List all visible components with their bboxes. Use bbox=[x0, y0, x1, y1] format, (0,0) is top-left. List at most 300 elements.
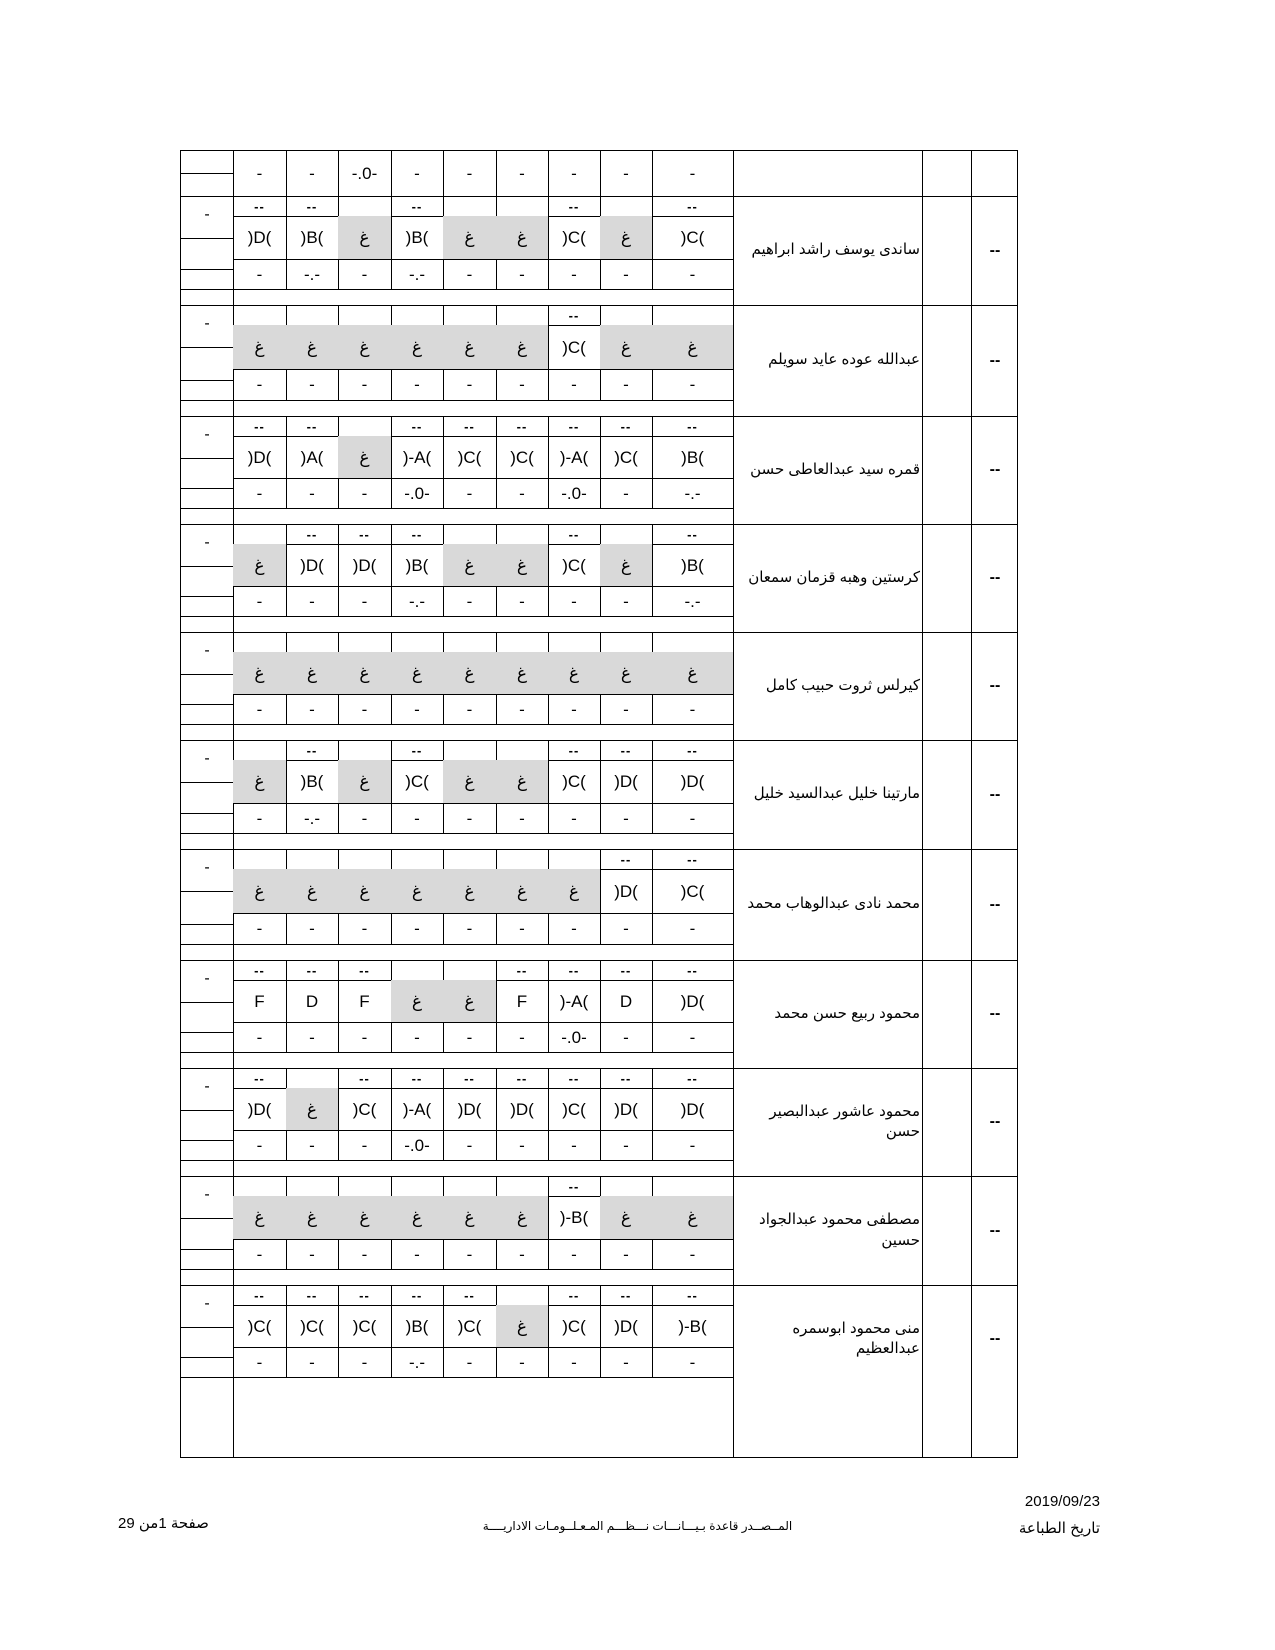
score-cell: - bbox=[623, 1244, 629, 1264]
grade-cell: )D( bbox=[510, 1099, 534, 1119]
row-rule bbox=[181, 1357, 233, 1358]
grades-sheet bbox=[180, 150, 1018, 1458]
row-rule bbox=[181, 458, 233, 459]
print-date: 2019/09/23 bbox=[1024, 1493, 1100, 1510]
status-mark: -- bbox=[989, 461, 1001, 478]
table-row bbox=[181, 740, 1017, 850]
grade-cell: غ bbox=[600, 325, 652, 369]
score-cell: - bbox=[571, 699, 577, 719]
row-index-marker: - bbox=[204, 534, 210, 551]
pass-marker bbox=[496, 849, 548, 869]
pass-marker bbox=[391, 632, 443, 652]
score-cell: - bbox=[623, 264, 629, 284]
row-rule bbox=[181, 566, 233, 567]
row-rule bbox=[181, 616, 733, 617]
grade-cell: )A( bbox=[300, 447, 324, 467]
pass-marker: -- bbox=[620, 418, 632, 434]
row-rule bbox=[181, 1269, 733, 1270]
pass-marker: -- bbox=[464, 418, 475, 434]
pass-marker: -- bbox=[411, 742, 423, 758]
table-row bbox=[181, 632, 1017, 741]
score-cell: - bbox=[519, 808, 525, 828]
grade-cell: )C( bbox=[562, 1316, 586, 1336]
row-index-marker: - bbox=[204, 642, 210, 659]
table-row bbox=[181, 1176, 1017, 1286]
student-name: كيرلس ثروت حبيب كامل bbox=[765, 676, 920, 694]
grade-cell: )C( bbox=[562, 337, 586, 357]
pass-marker: -- bbox=[568, 1178, 580, 1194]
score-cell: -.- bbox=[303, 264, 321, 284]
pass-marker bbox=[600, 632, 652, 652]
row-rule bbox=[181, 1249, 233, 1250]
pass-marker: -- bbox=[516, 1070, 528, 1086]
pass-marker bbox=[391, 960, 443, 980]
score-cell: - bbox=[414, 375, 420, 394]
score-cell: - bbox=[309, 483, 315, 503]
row-index-marker: - bbox=[204, 1078, 210, 1095]
score-cell: - bbox=[256, 1027, 263, 1047]
pass-marker: -- bbox=[359, 526, 370, 542]
row-rule bbox=[181, 380, 233, 381]
pass-marker bbox=[338, 196, 391, 216]
pass-marker bbox=[391, 849, 443, 869]
score-cell: - bbox=[689, 1135, 696, 1155]
grade-cell: - bbox=[571, 164, 577, 183]
pass-marker: -- bbox=[568, 418, 580, 434]
table-row bbox=[181, 1285, 1017, 1393]
row-rule bbox=[181, 1218, 233, 1219]
score-cell: - bbox=[466, 919, 473, 938]
score-cell: - bbox=[414, 1244, 420, 1264]
score-cell: - bbox=[571, 1352, 577, 1372]
row-rule bbox=[181, 1327, 233, 1328]
grade-cell: )D( bbox=[614, 1316, 638, 1336]
status-mark: -- bbox=[989, 1221, 1001, 1239]
score-cell: - bbox=[309, 1027, 315, 1047]
score-cell: - bbox=[519, 375, 525, 394]
pass-marker: -- bbox=[464, 1070, 475, 1086]
grade-cell: )B( bbox=[300, 228, 324, 247]
grade-cell: غ bbox=[548, 652, 600, 694]
student-name: ساندى يوسف راشد ابراهيم bbox=[751, 241, 920, 259]
score-cell: - bbox=[623, 591, 629, 611]
grade-cell: )C( bbox=[457, 447, 482, 467]
row-rule bbox=[181, 508, 733, 509]
pass-marker: -- bbox=[411, 1287, 423, 1303]
grade-cell: غ bbox=[443, 869, 496, 913]
student-name: مصطفى محمود عبدالجواد حسين bbox=[759, 1211, 920, 1249]
pass-marker: -- bbox=[687, 851, 698, 867]
grade-cell: )C( bbox=[352, 1099, 377, 1119]
score-cell: - bbox=[361, 1352, 368, 1372]
student-name: محمد نادى عبدالوهاب محمد bbox=[747, 895, 920, 913]
grade-cell: )D( bbox=[680, 991, 705, 1011]
grade-cell: - bbox=[414, 164, 420, 183]
grade-cell: )B( bbox=[681, 447, 704, 467]
grade-cell: غ bbox=[496, 760, 548, 803]
pass-marker bbox=[286, 1068, 338, 1088]
score-cell: - bbox=[256, 1352, 263, 1372]
grade-cell: غ bbox=[496, 869, 548, 913]
row-rule bbox=[181, 724, 733, 725]
pass-marker bbox=[338, 849, 391, 869]
pass-marker bbox=[443, 960, 496, 980]
grade-cell: غ bbox=[338, 216, 391, 259]
row-index-marker: - bbox=[204, 426, 210, 443]
grade-cell: )-B( bbox=[559, 1208, 589, 1227]
score-cell: -.- bbox=[684, 591, 701, 611]
score-cell: - bbox=[361, 591, 368, 611]
pass-marker bbox=[600, 196, 652, 216]
score-cell: - bbox=[309, 1352, 315, 1372]
grade-cell: )C( bbox=[405, 772, 429, 791]
grade-cell: )C( bbox=[614, 447, 638, 467]
row-rule bbox=[181, 891, 233, 892]
pass-marker bbox=[548, 632, 600, 652]
pass-marker bbox=[338, 1176, 391, 1196]
grade-cell: )C( bbox=[562, 228, 586, 247]
grade-cell: غ bbox=[652, 652, 733, 694]
score-cell: - bbox=[414, 699, 420, 719]
score-cell: - bbox=[519, 1244, 525, 1264]
grade-cell: )C( bbox=[562, 555, 586, 575]
pass-marker bbox=[233, 849, 286, 869]
score-cell: -.0- bbox=[404, 483, 430, 503]
grade-cell: غ bbox=[286, 652, 338, 694]
grade-cell: )D( bbox=[352, 555, 377, 575]
grade-cell: غ bbox=[286, 1196, 338, 1239]
row-rule bbox=[181, 289, 733, 290]
grade-cell: )C( bbox=[300, 1316, 324, 1336]
row-rule bbox=[181, 674, 233, 675]
score-cell: - bbox=[519, 264, 525, 284]
score-cell: - bbox=[571, 375, 577, 394]
pass-marker: -- bbox=[254, 962, 265, 978]
grade-cell: )B( bbox=[405, 555, 429, 575]
grade-cell: - bbox=[623, 164, 629, 183]
status-mark: -- bbox=[989, 677, 1001, 694]
score-cell: - bbox=[623, 375, 629, 394]
pass-marker: -- bbox=[411, 198, 423, 214]
score-cell: - bbox=[414, 808, 420, 828]
grade-cell: )D( bbox=[247, 228, 272, 247]
row-rule bbox=[181, 596, 233, 597]
grade-cell: )C( bbox=[352, 1316, 377, 1336]
grade-cell: غ bbox=[233, 544, 286, 586]
score-cell: - bbox=[361, 919, 368, 938]
row-rule bbox=[181, 400, 733, 401]
score-cell: - bbox=[466, 1244, 473, 1264]
pass-marker bbox=[652, 305, 733, 325]
score-cell: - bbox=[466, 1135, 473, 1155]
score-cell: - bbox=[466, 1027, 473, 1047]
grade-cell: - bbox=[519, 164, 525, 183]
pass-marker: -- bbox=[516, 962, 528, 978]
grade-cell: )C( bbox=[457, 1316, 482, 1336]
score-cell: - bbox=[309, 1244, 315, 1264]
score-cell: - bbox=[309, 375, 315, 394]
status-mark: -- bbox=[989, 351, 1001, 369]
score-cell: -.0- bbox=[404, 1135, 430, 1155]
grade-cell: )D( bbox=[614, 772, 638, 791]
grade-cell: غ bbox=[652, 325, 733, 369]
score-cell: - bbox=[361, 1244, 368, 1264]
score-cell: - bbox=[689, 1352, 696, 1372]
pass-marker: -- bbox=[411, 526, 423, 542]
pass-marker: -- bbox=[620, 851, 632, 867]
pass-marker: -- bbox=[687, 418, 698, 434]
score-cell: - bbox=[519, 1027, 525, 1047]
row-rule bbox=[181, 1377, 733, 1378]
grade-cell: )D( bbox=[680, 772, 705, 791]
score-cell: - bbox=[414, 1027, 420, 1047]
grade-cell: )C( bbox=[562, 772, 586, 791]
student-name: عبدالله عوده عايد سويلم bbox=[768, 351, 920, 369]
pass-marker: -- bbox=[411, 1070, 423, 1086]
grade-cell: غ bbox=[338, 436, 391, 478]
table-row bbox=[181, 849, 1017, 961]
pass-marker bbox=[496, 740, 548, 760]
pass-marker: -- bbox=[568, 526, 580, 542]
score-cell: - bbox=[309, 699, 315, 719]
row-rule bbox=[181, 704, 233, 705]
grade-cell: )D( bbox=[680, 1099, 705, 1119]
grade-cell: غ bbox=[496, 652, 548, 694]
score-cell: - bbox=[256, 919, 263, 938]
page-number: صفحة 1من 29 bbox=[118, 1515, 209, 1532]
pass-marker bbox=[600, 524, 652, 544]
student-name: كرستين وهبه قزمان سمعان bbox=[748, 568, 920, 586]
row-index-marker: - bbox=[204, 206, 210, 223]
grade-cell: غ bbox=[496, 1305, 548, 1347]
score-cell: - bbox=[309, 1135, 315, 1155]
score-cell: - bbox=[689, 1244, 696, 1264]
table-row bbox=[181, 151, 1017, 197]
grade-cell: )-A( bbox=[559, 991, 589, 1011]
grade-cell: )-A( bbox=[402, 447, 432, 467]
pass-marker: -- bbox=[254, 418, 265, 434]
row-index-marker: - bbox=[204, 1186, 210, 1203]
pass-marker: -- bbox=[411, 418, 423, 434]
grade-cell: )B( bbox=[300, 772, 324, 791]
grade-cell: غ bbox=[338, 325, 391, 369]
table-row bbox=[181, 960, 1017, 1069]
table-row bbox=[181, 524, 1017, 633]
score-cell: - bbox=[466, 591, 473, 611]
grade-cell: غ bbox=[548, 869, 600, 913]
grade-cell: -.0- bbox=[351, 164, 378, 183]
grade-cell: F bbox=[359, 991, 370, 1011]
score-cell: - bbox=[571, 1244, 577, 1264]
row-rule bbox=[181, 813, 233, 814]
grade-cell: غ bbox=[600, 1196, 652, 1239]
pass-marker bbox=[443, 632, 496, 652]
pass-marker bbox=[391, 1176, 443, 1196]
grade-cell: )C( bbox=[562, 1099, 586, 1119]
grade-cell: غ bbox=[233, 869, 286, 913]
grade-cell: غ bbox=[391, 869, 443, 913]
pass-marker bbox=[496, 632, 548, 652]
grade-cell: غ bbox=[443, 216, 496, 259]
grade-cell: )C( bbox=[247, 1316, 272, 1336]
grade-cell: )C( bbox=[680, 881, 705, 901]
pass-marker: -- bbox=[687, 198, 698, 214]
row-rule bbox=[181, 944, 733, 945]
score-cell: - bbox=[466, 1352, 473, 1372]
pass-marker bbox=[652, 632, 733, 652]
pass-marker: -- bbox=[620, 1070, 632, 1086]
row-index-marker: - bbox=[204, 750, 210, 767]
score-cell: - bbox=[623, 1135, 629, 1155]
pass-marker bbox=[286, 849, 338, 869]
score-cell: -.- bbox=[408, 1352, 426, 1372]
row-rule bbox=[181, 488, 233, 489]
row-rule bbox=[181, 1110, 233, 1111]
pass-marker bbox=[548, 849, 600, 869]
row-index-marker: - bbox=[204, 970, 210, 987]
score-cell: - bbox=[519, 1135, 525, 1155]
pass-marker bbox=[652, 1176, 733, 1196]
status-mark: -- bbox=[989, 1113, 1001, 1130]
pass-marker: -- bbox=[687, 526, 698, 542]
grade-cell: )-A( bbox=[559, 447, 589, 467]
score-cell: - bbox=[466, 375, 473, 394]
score-cell: - bbox=[689, 808, 696, 828]
score-cell: - bbox=[309, 919, 315, 938]
pass-marker: -- bbox=[306, 742, 318, 758]
grade-cell: غ bbox=[391, 652, 443, 694]
pass-marker: -- bbox=[254, 1070, 265, 1086]
score-cell: - bbox=[571, 1135, 577, 1155]
score-cell: - bbox=[623, 1027, 629, 1047]
pass-marker bbox=[233, 524, 286, 544]
pass-marker bbox=[338, 740, 391, 760]
pass-marker bbox=[496, 305, 548, 325]
score-cell: - bbox=[689, 699, 696, 719]
grade-cell: غ bbox=[496, 216, 548, 259]
grade-cell: غ bbox=[391, 980, 443, 1022]
grade-cell: غ bbox=[338, 869, 391, 913]
pass-marker: -- bbox=[568, 1070, 580, 1086]
pass-marker bbox=[286, 305, 338, 325]
pass-marker: -- bbox=[359, 1070, 370, 1086]
score-cell: - bbox=[623, 808, 629, 828]
grade-cell: غ bbox=[443, 1196, 496, 1239]
source-note: المــصــدر قاعدة بـيـــانـــات نـــظـــم المـعـلــومـات الاداريــــة bbox=[482, 1519, 793, 1533]
grade-cell: - bbox=[466, 164, 473, 183]
pass-marker bbox=[233, 632, 286, 652]
pass-marker: -- bbox=[620, 1287, 632, 1303]
pass-marker: -- bbox=[306, 198, 318, 214]
score-cell: - bbox=[361, 264, 368, 284]
grade-cell: غ bbox=[443, 544, 496, 586]
row-index-marker: - bbox=[204, 1295, 210, 1312]
row-rule bbox=[181, 269, 233, 270]
pass-marker: -- bbox=[687, 962, 698, 978]
grade-cell: D bbox=[305, 991, 319, 1011]
grade-cell: )-A( bbox=[402, 1099, 432, 1119]
grade-cell: غ bbox=[338, 760, 391, 803]
score-cell: - bbox=[623, 699, 629, 719]
pass-marker: -- bbox=[568, 962, 580, 978]
pass-marker: -- bbox=[568, 1287, 580, 1303]
grade-cell: - bbox=[309, 164, 315, 183]
pass-marker: -- bbox=[306, 526, 318, 542]
grade-cell: غ bbox=[286, 325, 338, 369]
score-cell: -.- bbox=[684, 483, 701, 503]
pass-marker bbox=[233, 1176, 286, 1196]
pass-marker bbox=[600, 305, 652, 325]
score-cell: - bbox=[361, 375, 368, 394]
row-rule bbox=[181, 1032, 233, 1033]
pass-marker: -- bbox=[516, 418, 528, 434]
row-index-marker: - bbox=[204, 859, 210, 876]
score-cell: - bbox=[571, 264, 577, 284]
grade-cell: D bbox=[619, 991, 633, 1011]
status-mark: -- bbox=[989, 895, 1001, 913]
score-cell: - bbox=[256, 1135, 263, 1155]
score-cell: - bbox=[256, 1244, 263, 1264]
pass-marker: -- bbox=[687, 1287, 698, 1303]
table-row bbox=[181, 1068, 1017, 1177]
score-cell: - bbox=[361, 483, 368, 503]
score-cell: - bbox=[361, 699, 368, 719]
grade-cell: غ bbox=[496, 544, 548, 586]
grade-cell: غ bbox=[443, 325, 496, 369]
pass-marker bbox=[338, 416, 391, 436]
pass-marker: -- bbox=[306, 418, 318, 434]
pass-marker bbox=[443, 740, 496, 760]
score-cell: -.0- bbox=[561, 1027, 587, 1047]
score-cell: - bbox=[623, 483, 629, 503]
score-cell: - bbox=[571, 919, 577, 938]
grade-cell: غ bbox=[600, 216, 652, 259]
pass-marker bbox=[286, 1176, 338, 1196]
grade-cell: )D( bbox=[247, 447, 272, 467]
score-cell: - bbox=[519, 1352, 525, 1372]
table-row bbox=[181, 305, 1017, 417]
pass-marker bbox=[496, 196, 548, 216]
score-cell: - bbox=[519, 699, 525, 719]
score-cell: - bbox=[256, 808, 263, 828]
score-cell: - bbox=[519, 591, 525, 611]
pass-marker bbox=[443, 524, 496, 544]
table-row bbox=[181, 196, 1017, 306]
score-cell: -.- bbox=[408, 264, 426, 284]
grade-cell: غ bbox=[391, 1196, 443, 1239]
pass-marker: -- bbox=[359, 962, 370, 978]
score-cell: - bbox=[256, 264, 263, 284]
pass-marker bbox=[443, 849, 496, 869]
grade-cell: )C( bbox=[510, 447, 534, 467]
score-cell: - bbox=[466, 483, 473, 503]
student-name: محمود ربيع حسن محمد bbox=[774, 1004, 920, 1022]
pass-marker bbox=[233, 305, 286, 325]
score-cell: - bbox=[519, 919, 525, 938]
print-date-label: تاريخ الطباعة bbox=[1018, 1520, 1100, 1537]
row-rule bbox=[181, 833, 733, 834]
score-cell: - bbox=[256, 375, 263, 394]
grade-cell: غ bbox=[600, 652, 652, 694]
pass-marker: -- bbox=[359, 1287, 370, 1303]
score-cell: - bbox=[361, 808, 368, 828]
row-rule bbox=[181, 1052, 733, 1053]
grade-cell: غ bbox=[286, 869, 338, 913]
score-cell: - bbox=[256, 483, 263, 503]
grade-cell: )-B( bbox=[678, 1316, 707, 1336]
student-name: مارتينا خليل عبدالسيد خليل bbox=[753, 785, 920, 803]
score-cell: - bbox=[519, 483, 525, 503]
